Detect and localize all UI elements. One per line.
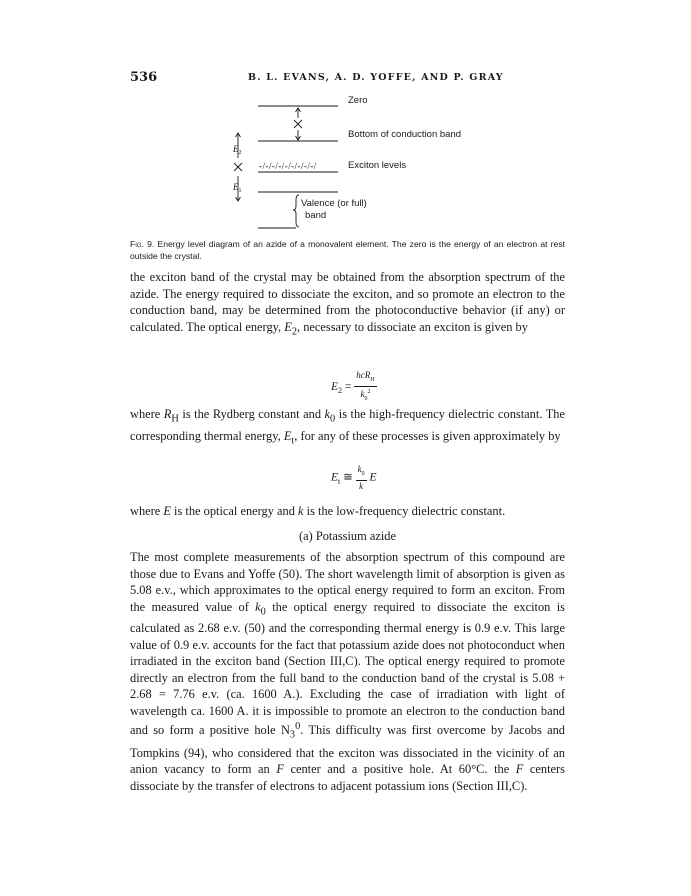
paragraph-optical-energy-def: where E is the optical energy and k is the low-frequency dielectric constant.	[130, 504, 506, 518]
paragraph-potassium-azide: The most complete measurements of the absorption spectrum of this compound are those due to Evans and Yoffe (50). The short wavelength limit of absorption is given as 5.08 e.v., which approximates to the optical energy required to form an exciton. From the measured value of $k_0$ the optical energy required to dissociate the exciton is calculated as 2.68 e.v. (50) and the corresponding thermal energy is 0.9 e.v. This large value of 0.9 e.v. accounts for the fact that potassium azide does not photoconduct when irradiated in the exciton band (Section III,C). The optical energy required to promote directly an electron from the full band to the conduction band of the crystal is 5.08 + 2.68 = 7.76 e.v. (ca. 1600 A.). Excluding the case of irradiation with light of wavelength ca. 1600 A. it is impossible to promote an electron to the conduction band and so form a positive hole $N_3^0$. This difficulty was first overcome by Jacobs and Tompkins (94), who considered that the exciton was dissociated in the vicinity of an anion vacancy to form an F center and a positive hole. At 60°C. the F centers dissociate by the transfer of electrons to adjacent potassium ions (Section III,C).	[130, 550, 565, 793]
energy-level-diagram	[0, 0, 691, 240]
equation-optical-energy: $E_2$ = $\frac{hcR_H}{k_0^2}$	[331, 370, 375, 402]
caption-text: Energy level diagram of an azide of a monovalent element. The zero is the energy of an electron at rest outside the crystal.	[130, 239, 566, 261]
exciton-levels-label: Exciton levels	[348, 160, 407, 171]
exciton-dashes: -/-/-/-/-/-/-/-/-/	[259, 162, 317, 172]
valence-brace	[293, 195, 299, 227]
paragraph-exciton-band: the exciton band of the crystal may be obtained from the absorption spectrum of the azide. The energy required to dissociate the exciton, and so promote an electron to the conduction band, may be determined from the photoconductive behavior (if any) or calculated. The optical energy, $E_2$, necessary to dissociate an exciton is given by	[130, 270, 565, 337]
conduction-band-label: Bottom of conduction band	[348, 129, 462, 140]
figure-caption	[130, 238, 565, 262]
zero-label: Zero	[348, 95, 368, 106]
section-heading-potassium-azide: (a) Potassium azide	[298, 529, 397, 543]
page-number: 536	[130, 70, 158, 85]
valence-band-label-2: band	[305, 210, 327, 221]
figure-label: Fig. 9.	[130, 239, 155, 249]
zero-to-conduction-arrow	[294, 108, 302, 140]
paragraph-rydberg: where $R_H$ is the Rydberg constant and $k_0$ is the high-frequency dielectric constant. The corresponding thermal energy, $E_t$, for any of these processes is given approximately by	[130, 407, 565, 447]
valence-band-label-1: Valence (or full)	[301, 198, 367, 209]
e1-label: $E_1$	[233, 182, 242, 194]
equation-thermal-energy: $E_t$ ≅ $\frac{k_0}{k}$ E	[331, 464, 377, 491]
running-head: B. L. EVANS, A. D. YOFFE, AND P. GRAY	[248, 72, 504, 83]
e2-label: $E_2$	[233, 144, 242, 156]
